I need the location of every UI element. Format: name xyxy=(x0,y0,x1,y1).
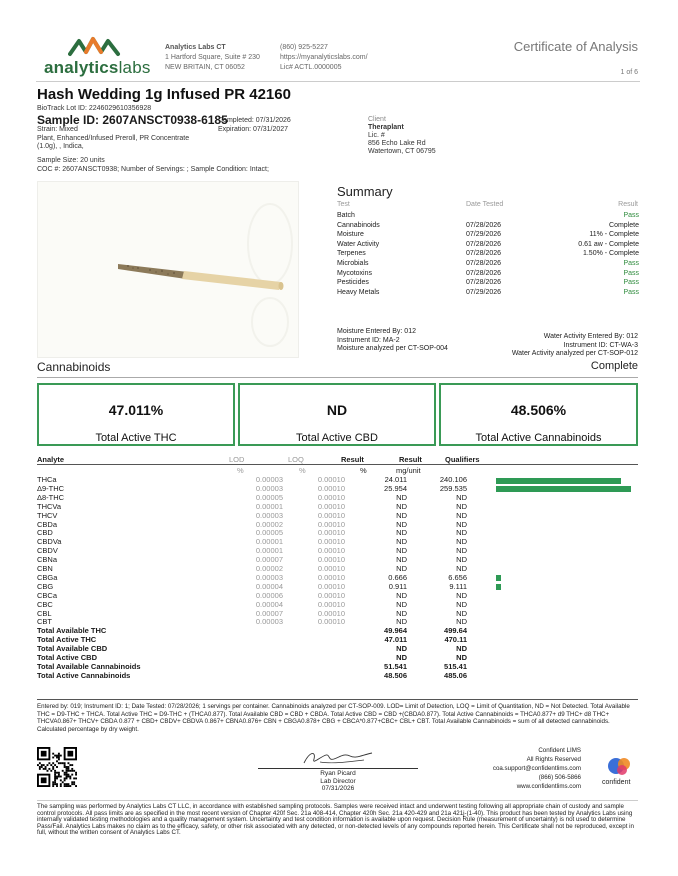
analyte-result-mg: 259.535 xyxy=(439,483,467,493)
analyte-result-pct: ND xyxy=(396,617,407,627)
moisture-entered-by: Moisture Entered By: 012 xyxy=(337,328,416,335)
analyte-result-mg: 9.111 xyxy=(449,581,467,591)
total-thc-value: 47.011% xyxy=(108,402,164,418)
total-thc-label: Total Active THC xyxy=(95,432,177,444)
analyte-loq: 0.00010 xyxy=(317,608,345,618)
analyte-lod: 0.00003 xyxy=(255,572,283,582)
lab-address-block xyxy=(165,43,260,73)
analyte-lod: 0.00005 xyxy=(255,528,283,538)
summary-result: Pass xyxy=(623,279,639,287)
summary-result: Pass xyxy=(623,269,639,277)
moisture-sop: Moisture analyzed per CT-SOP-004 xyxy=(337,345,448,353)
lab-address-line2: NEW BRITAIN, CT 06052 xyxy=(165,64,245,71)
analyte-loq: 0.00010 xyxy=(317,537,345,547)
total-result-pct: ND xyxy=(396,653,407,662)
total-thc-box xyxy=(37,383,235,446)
logo-text: analyticslabs xyxy=(44,58,151,77)
summary-date: 07/29/2026 xyxy=(466,231,502,239)
summary-test: Terpenes xyxy=(337,250,366,258)
summary-row xyxy=(337,279,639,289)
analyte-result-pct: ND xyxy=(396,546,407,556)
analyte-name: Δ9-THC xyxy=(37,483,65,493)
summary-test: Moisture xyxy=(337,231,364,239)
unit-result-mg: mg/unit xyxy=(396,466,421,475)
summary-result: 1.50% - Complete xyxy=(582,250,639,258)
moisture-instrument: Instrument ID: MA-2 xyxy=(337,336,400,344)
summary-row xyxy=(337,250,639,260)
table-total-row xyxy=(37,627,638,636)
analyte-lod: 0.00002 xyxy=(255,564,283,573)
analyte-lod: 0.00003 xyxy=(255,510,283,520)
analyte-result-mg: ND xyxy=(456,537,467,547)
summary-head-result: Result xyxy=(618,201,638,208)
page-number: 1 of 6 xyxy=(620,69,638,76)
analyte-result-mg: ND xyxy=(456,564,467,573)
signature-line xyxy=(258,768,418,769)
analyte-result-mg: ND xyxy=(456,590,467,600)
footer-disclaimer: The sampling was performed by Analytics Labs CT LLC, in accordance with established sampling protocols. Samples were received intact and underwent testing following all appropriate chain of custody and sample control protocols. All pass limits are as specified in the most recent version of Chapter 420f Sec. 21a 408-414, Chapter 420h Sec. 21a 420-429 and 21a 421j-(1-40). This product has been tested by Analytics Labs using internally validated testing methodologies and a quality management system. Uncertainty and test condition information is available upon request. Decision Rule (measurement of uncertainty) is not used to determine Pass/Fail. Analytics Labs makes no claim as to the efficacy, safety, or other risk associated with any detected, or non-detected levels of any compounds reported herein. This Certificate shall not be reproduced, except in full, without the written consent of Analytics Labs CT. xyxy=(37,803,634,837)
summary-result: Pass xyxy=(623,288,639,296)
confident-logo-word: confident xyxy=(602,779,631,786)
analyte-lod: 0.00004 xyxy=(255,581,283,591)
col-result-mg: Result xyxy=(399,455,422,464)
analyte-bar xyxy=(496,584,501,590)
total-result-mg: 515.41 xyxy=(444,661,467,671)
header-divider xyxy=(36,81,640,82)
analyte-result-mg: ND xyxy=(456,501,467,511)
analyte-result-mg: ND xyxy=(456,510,467,520)
summary-title: Summary xyxy=(337,184,393,199)
analytics-labs-logo xyxy=(40,36,152,80)
summary-result: 0.61 aw - Complete xyxy=(578,240,639,248)
moisture-info xyxy=(337,328,448,354)
category: Plant, Enhanced/Infused Preroll, PR Concentrate xyxy=(37,134,190,142)
analyte-result-mg: ND xyxy=(456,599,467,609)
lot-id: BioTrack Lot ID: 2246029610356928 xyxy=(37,105,152,112)
total-result-mg: 470.11 xyxy=(444,635,467,645)
analyte-result-pct: ND xyxy=(396,537,407,547)
analyte-result-mg: 6.656 xyxy=(448,572,467,582)
unit-size: (1.0g), , Indica, xyxy=(37,143,84,150)
confident-name: Confident LIMS xyxy=(538,747,581,754)
summary-test: Mycotoxins xyxy=(337,269,373,277)
analyte-lod: 0.00001 xyxy=(255,501,283,511)
total-name: Total Active Cannabinoids xyxy=(37,670,131,680)
summary-result: Pass xyxy=(623,260,639,267)
lab-name: Analytics Labs CT xyxy=(165,44,226,51)
analyte-lod: 0.00002 xyxy=(255,519,283,529)
cannabinoid-notes: Entered by: 019; Instrument ID: 1; Date Tested: 07/28/2026; 1 servings per container. Cannabinoids analyzed per CT-SOP-009. LOD= Limit of Detection, LOQ = Limit of Quantitation, ND = Not Detected. Total Available THC = D9-THC + THCA. Total Active THC = D9-THC + (THCA0.877). Total Available CBD = CBD + CBDA. Total Active CBD = CBD +(CBDA0.877). Total Active Cannabinoids = THCA0.877+ d9 THC+ d8 THC+ THCVA0.867+ THCV+ CBDA 0.877 + CBD+ CBDV+ CBDVA 0.867+ CBNA0.876+ CBN + CBGA0.878+ CBG + CBCA*0.877+CBC+ CBL+ CBT. Total Available Cannabinoids = sum of all detected cannabinoids. Calculated percentage by dry weight. xyxy=(37,703,630,733)
analyte-lod: 0.00003 xyxy=(255,475,283,484)
analyte-table-bottom-rule xyxy=(37,699,638,700)
analyte-result-mg: ND xyxy=(456,555,467,565)
total-name: Total Active CBD xyxy=(37,653,98,662)
analyte-lod: 0.00007 xyxy=(255,555,283,565)
summary-test: Microbials xyxy=(337,260,369,267)
signature-image xyxy=(300,747,380,769)
water-entered-by: Water Activity Entered By: 012 xyxy=(543,333,638,340)
confident-logo-icon xyxy=(600,754,640,780)
summary-row xyxy=(337,241,639,251)
summary-head-date: Date Tested xyxy=(466,201,504,208)
client-block xyxy=(368,116,436,156)
analyte-lod: 0.00003 xyxy=(255,483,283,493)
analyte-loq: 0.00010 xyxy=(317,475,345,484)
unit-result-pct: % xyxy=(360,466,367,475)
analyte-lod: 0.00003 xyxy=(255,617,283,627)
document-title: Certificate of Analysis xyxy=(513,39,638,54)
summary-row xyxy=(337,260,639,270)
analyte-loq: 0.00010 xyxy=(317,590,345,600)
cannabinoids-title: Cannabinoids xyxy=(37,360,111,374)
analyte-lod: 0.00001 xyxy=(255,537,283,547)
lab-contact-block xyxy=(280,43,368,73)
total-cannabinoids-value: 48.506% xyxy=(510,402,567,418)
summary-result: Complete xyxy=(609,221,639,229)
analyte-lod: 0.00006 xyxy=(255,590,283,600)
analyte-lod: 0.00001 xyxy=(255,546,283,556)
client-address2: Watertown, CT 06795 xyxy=(368,148,436,155)
sample-size: Sample Size: 20 units xyxy=(37,157,105,164)
analyte-name: CBC xyxy=(37,599,53,609)
analyte-result-pct: ND xyxy=(396,501,407,511)
total-name: Total Available CBD xyxy=(37,644,108,654)
coc-info: COC #: 2607ANSCT0938; Number of Servings: ; Sample Condition: Intact; xyxy=(37,165,269,173)
summary-date: 07/28/2026 xyxy=(466,221,502,229)
water-sop: Water Activity analyzed per CT-SOP-012 xyxy=(511,350,638,358)
summary-result: Pass xyxy=(623,212,639,219)
summary-test: Cannabinoids xyxy=(337,221,380,229)
analyte-name: CBN xyxy=(37,564,53,573)
signer-date: 07/31/2026 xyxy=(321,785,355,792)
total-result-mg: 485.06 xyxy=(444,670,467,680)
qr-code-icon xyxy=(37,747,77,787)
col-loq: LOQ xyxy=(288,455,304,464)
total-name: Total Available Cannabinoids xyxy=(37,661,141,671)
client-name: Theraplant xyxy=(368,124,404,131)
unit-lod: % xyxy=(237,466,244,475)
analyte-result-pct: ND xyxy=(396,608,407,618)
total-name: Total Active THC xyxy=(37,635,97,645)
summary-test: Pesticides xyxy=(337,279,369,287)
analyte-result-mg: ND xyxy=(456,492,467,502)
analyte-name: THCVa xyxy=(37,501,62,511)
summary-row xyxy=(337,222,639,232)
lab-address-line1: 1 Hartford Square, Suite # 230 xyxy=(165,54,260,61)
total-cbd-value: ND xyxy=(326,402,348,418)
analyte-loq: 0.00010 xyxy=(317,564,345,573)
total-cannabinoids-box xyxy=(439,383,638,446)
total-cbd-label: Total Active CBD xyxy=(296,432,378,444)
lab-phone: (860) 925-5227 xyxy=(280,44,328,51)
water-activity-info xyxy=(512,333,638,359)
analyte-name: CBGa xyxy=(37,572,58,582)
lab-url[interactable]: https://myanalyticslabs.com/ xyxy=(280,54,368,61)
analyte-result-pct: 25.954 xyxy=(384,483,407,493)
summary-date: 07/28/2026 xyxy=(466,279,502,287)
summary-test: Batch xyxy=(337,212,355,219)
summary-test: Heavy Metals xyxy=(337,288,380,296)
analyte-result-pct: ND xyxy=(396,564,407,573)
analyte-bar xyxy=(496,478,621,484)
analyte-name: CBG xyxy=(37,581,54,591)
total-name: Total Available THC xyxy=(37,626,107,636)
cannabinoids-status: Complete xyxy=(590,360,638,372)
water-instrument: Instrument ID: CT-WA-3 xyxy=(563,341,638,349)
analyte-loq: 0.00010 xyxy=(317,501,345,511)
total-result-mg: ND xyxy=(456,644,467,654)
completed-date: Completed: 07/31/2026 xyxy=(218,117,291,124)
analyte-name: Δ8-THC xyxy=(37,492,65,502)
signer-block xyxy=(258,770,418,793)
sample-id: Sample ID: 2607ANSCT0938-6185 xyxy=(37,113,228,127)
total-result-pct: 49.964 xyxy=(384,626,407,636)
analyte-name: CBD xyxy=(37,528,53,538)
analyte-name: CBDa xyxy=(37,519,58,529)
analyte-loq: 0.00010 xyxy=(317,581,345,591)
analyte-lod: 0.00007 xyxy=(255,608,283,618)
table-total-row xyxy=(37,672,638,681)
analyte-loq: 0.00010 xyxy=(317,572,345,582)
unit-loq: % xyxy=(299,466,306,475)
signer-title: Lab Director xyxy=(320,777,356,785)
analyte-result-pct: ND xyxy=(396,599,407,609)
client-license: Lic. # xyxy=(368,132,385,139)
analyte-name: THCa xyxy=(37,475,57,484)
analyte-result-mg: ND xyxy=(456,617,467,627)
confident-url[interactable]: www.confidentlims.com xyxy=(516,783,581,790)
summary-test: Water Activity xyxy=(337,240,380,248)
analyte-name: CBT xyxy=(37,617,52,627)
confident-rights: All Rights Reserved xyxy=(526,756,581,763)
analyte-result-pct: ND xyxy=(396,510,407,520)
lab-license: Lic# ACTL.0000005 xyxy=(280,64,342,71)
confident-info xyxy=(493,746,581,791)
total-cannabinoids-label: Total Active Cannabinoids xyxy=(475,432,602,444)
summary-date: 07/28/2026 xyxy=(466,260,502,267)
analyte-name: CBDVa xyxy=(37,537,62,547)
analyte-result-pct: ND xyxy=(396,519,407,529)
cannabinoids-divider xyxy=(37,377,638,378)
analyte-name: CBNa xyxy=(37,555,58,565)
analyte-name: THCV xyxy=(37,510,58,520)
analyte-result-pct: ND xyxy=(396,492,407,502)
summary-date: 07/28/2026 xyxy=(466,250,502,258)
analyte-result-pct: ND xyxy=(396,555,407,565)
analyte-result-mg: 240.106 xyxy=(439,475,467,484)
analyte-result-mg: ND xyxy=(456,546,467,556)
analyte-loq: 0.00010 xyxy=(317,510,345,520)
confident-phone: (866) 506-5866 xyxy=(538,774,581,781)
col-analyte: Analyte xyxy=(37,455,65,464)
total-result-pct: 51.541 xyxy=(384,661,407,671)
col-lod: LOD xyxy=(229,455,245,464)
analyte-result-mg: ND xyxy=(456,528,467,538)
analyte-loq: 0.00010 xyxy=(317,528,345,538)
summary-date: 07/29/2026 xyxy=(466,288,502,296)
analyte-lod: 0.00005 xyxy=(255,492,283,502)
strain: Strain: Mixed xyxy=(37,126,78,133)
expiration-date: Expiration: 07/31/2027 xyxy=(218,126,289,133)
table-total-row xyxy=(37,636,638,645)
table-total-row xyxy=(37,645,638,654)
analytics-labs-logo-icon xyxy=(68,36,126,58)
analyte-result-pct: ND xyxy=(396,590,407,600)
col-qualifiers: Qualifiers xyxy=(445,455,480,464)
signer-name: Ryan Picard xyxy=(320,770,356,777)
analyte-loq: 0.00010 xyxy=(317,599,345,609)
analyte-result-pct: 24.011 xyxy=(384,475,407,484)
confident-email[interactable]: coa.support@confidentlims.com xyxy=(492,765,581,772)
analyte-lod: 0.00004 xyxy=(255,599,283,609)
analyte-loq: 0.00010 xyxy=(317,483,345,493)
analyte-loq: 0.00010 xyxy=(317,555,345,565)
summary-result: 11% - Complete xyxy=(589,231,639,239)
client-address1: 856 Echo Lake Rd xyxy=(368,140,426,147)
analyte-result-mg: ND xyxy=(456,519,467,529)
product-image xyxy=(37,181,299,358)
sample-block xyxy=(37,157,269,174)
total-result-pct: 47.011 xyxy=(384,635,407,645)
analyte-name: CBL xyxy=(37,608,52,618)
confident-logo xyxy=(600,754,640,790)
product-title: Hash Wedding 1g Infused PR 42160 xyxy=(37,86,291,103)
summary-head-test: Test xyxy=(337,201,350,208)
summary-row xyxy=(337,289,639,299)
strain-block xyxy=(37,126,189,152)
analyte-loq: 0.00010 xyxy=(317,546,345,556)
analyte-table-header xyxy=(37,455,638,465)
preroll-image xyxy=(38,182,300,359)
analyte-result-pct: ND xyxy=(396,528,407,538)
summary-row xyxy=(337,231,639,241)
footer-divider xyxy=(37,800,638,801)
total-result-mg: 499.64 xyxy=(444,626,467,636)
analyte-bar xyxy=(496,486,631,492)
total-cbd-box xyxy=(238,383,436,446)
total-result-pct: ND xyxy=(396,644,407,654)
analyte-name: CBDV xyxy=(37,546,58,556)
analyte-loq: 0.00010 xyxy=(317,617,345,627)
summary-date: 07/28/2026 xyxy=(466,240,502,248)
table-row xyxy=(37,618,638,627)
dates-block xyxy=(218,116,291,134)
total-result-pct: 48.506 xyxy=(384,670,407,680)
analyte-result-pct: 0.666 xyxy=(388,572,407,582)
analyte-bar xyxy=(496,575,501,581)
summary-date: 07/28/2026 xyxy=(466,269,502,277)
summary-row xyxy=(337,212,639,222)
summary-row xyxy=(337,270,639,280)
col-result-pct: Result xyxy=(341,455,364,464)
total-result-mg: ND xyxy=(456,653,467,662)
analyte-name: CBCa xyxy=(37,590,58,600)
analyte-result-pct: 0.911 xyxy=(388,581,407,591)
analyte-loq: 0.00010 xyxy=(317,519,345,529)
analyte-result-mg: ND xyxy=(456,608,467,618)
analyte-loq: 0.00010 xyxy=(317,492,345,502)
client-label: Client xyxy=(368,116,386,123)
